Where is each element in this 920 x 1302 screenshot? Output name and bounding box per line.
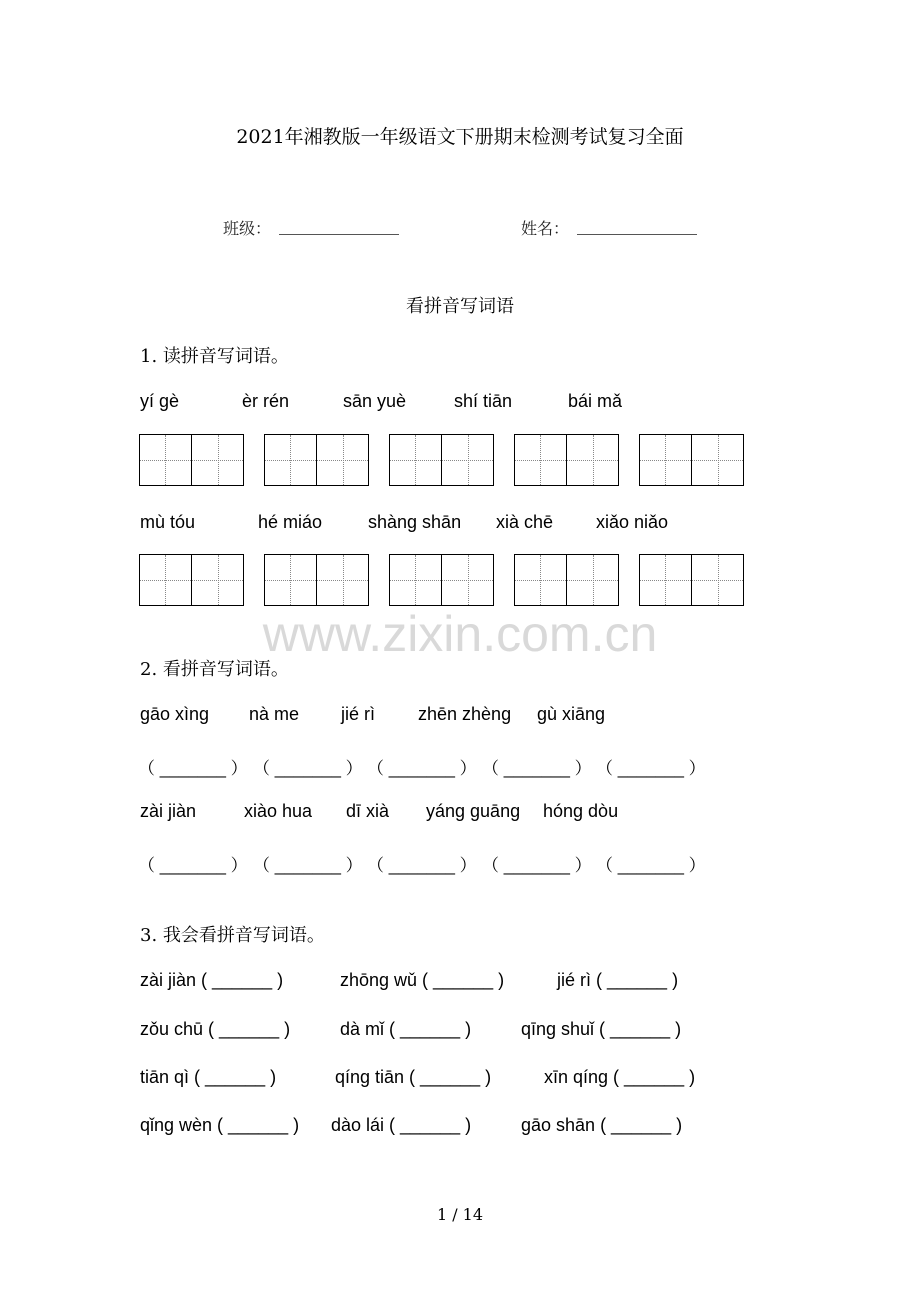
q2-pinyin: jié rì <box>341 704 376 724</box>
q2-pinyin: gāo xìng <box>140 704 210 724</box>
answer-blank[interactable]: （ _______ ） <box>482 856 592 875</box>
q3-item[interactable]: zhōng wǔ ( ______ ) <box>340 970 505 990</box>
q3-item[interactable]: dà mǐ ( ______ ) <box>340 1019 472 1039</box>
q2-pinyin: nà me <box>249 704 300 724</box>
tianzige-box[interactable] <box>514 554 619 606</box>
q3-item[interactable]: gāo shān ( ______ ) <box>521 1115 683 1135</box>
class-label: 班级： <box>223 219 272 238</box>
q2-title: 2. 看拼音写词语。 <box>140 659 289 680</box>
tianzige-box[interactable] <box>389 434 494 486</box>
answer-blank[interactable]: （ _______ ） <box>367 856 477 875</box>
q3-item[interactable]: zài jiàn ( ______ ) <box>140 970 284 990</box>
class-blank-line[interactable] <box>279 233 399 235</box>
tianzige-box[interactable] <box>264 434 369 486</box>
q2-pinyin: hóng dòu <box>543 801 619 821</box>
page-title: 2021年湘教版一年级语文下册期末检测考试复习全面 <box>236 126 684 148</box>
q2-pinyin: xiào hua <box>244 801 313 821</box>
q1-pinyin: sān yuè <box>343 391 407 411</box>
tianzige-box[interactable] <box>264 554 369 606</box>
tianzige-box[interactable] <box>514 434 619 486</box>
q1-pinyin: yí gè <box>140 391 180 411</box>
answer-blank[interactable]: （ _______ ） <box>138 759 248 778</box>
q2-pinyin: zhēn zhèng <box>418 704 512 724</box>
answer-blank[interactable]: （ _______ ） <box>253 759 363 778</box>
tianzige-box[interactable] <box>139 554 244 606</box>
tianzige-box[interactable] <box>639 554 744 606</box>
q1-pinyin: hé miáo <box>258 512 323 532</box>
tianzige-box[interactable] <box>389 554 494 606</box>
section-title: 看拼音写词语 <box>406 296 514 317</box>
q2-pinyin: zài jiàn <box>140 801 197 821</box>
answer-blank[interactable]: （ _______ ） <box>596 856 706 875</box>
q3-item[interactable]: qīng shuǐ ( ______ ) <box>521 1019 682 1039</box>
q1-pinyin: bái mǎ <box>568 391 623 411</box>
answer-blank[interactable]: （ _______ ） <box>367 759 477 778</box>
q3-title: 3. 我会看拼音写词语。 <box>140 925 325 946</box>
watermark: www.zixin.com.cn <box>262 606 658 662</box>
q1-pinyin: shàng shān <box>368 512 462 532</box>
answer-blank[interactable]: （ _______ ） <box>138 856 248 875</box>
q2-pinyin: dī xià <box>346 801 390 821</box>
answer-blank[interactable]: （ _______ ） <box>253 856 363 875</box>
q1-pinyin: mù tóu <box>140 512 196 532</box>
q3-item[interactable]: zǒu chū ( ______ ) <box>140 1019 291 1039</box>
q1-pinyin: èr rén <box>242 391 290 411</box>
q3-item[interactable]: jié rì ( ______ ) <box>557 970 679 990</box>
q1-title: 1. 读拼音写词语。 <box>140 346 289 367</box>
answer-blank[interactable]: （ _______ ） <box>482 759 592 778</box>
q3-item[interactable]: xīn qíng ( ______ ) <box>544 1067 696 1087</box>
q3-item[interactable]: tiān qì ( ______ ) <box>140 1067 277 1087</box>
tianzige-box[interactable] <box>639 434 744 486</box>
q3-item[interactable]: qíng tiān ( ______ ) <box>335 1067 492 1087</box>
answer-blank[interactable]: （ _______ ） <box>596 759 706 778</box>
name-blank-line[interactable] <box>577 233 697 235</box>
q1-pinyin: shí tiān <box>454 391 513 411</box>
q3-item[interactable]: qǐng wèn ( ______ ) <box>140 1115 300 1135</box>
q3-item[interactable]: dào lái ( ______ ) <box>331 1115 472 1135</box>
page-number: 1 / 14 <box>436 1205 484 1224</box>
tianzige-box[interactable] <box>139 434 244 486</box>
name-label: 姓名： <box>521 219 570 238</box>
q2-pinyin: yáng guāng <box>426 801 521 821</box>
q1-pinyin: xià chē <box>496 512 554 532</box>
q2-pinyin: gù xiāng <box>537 704 606 724</box>
q1-pinyin: xiǎo niǎo <box>596 512 669 532</box>
